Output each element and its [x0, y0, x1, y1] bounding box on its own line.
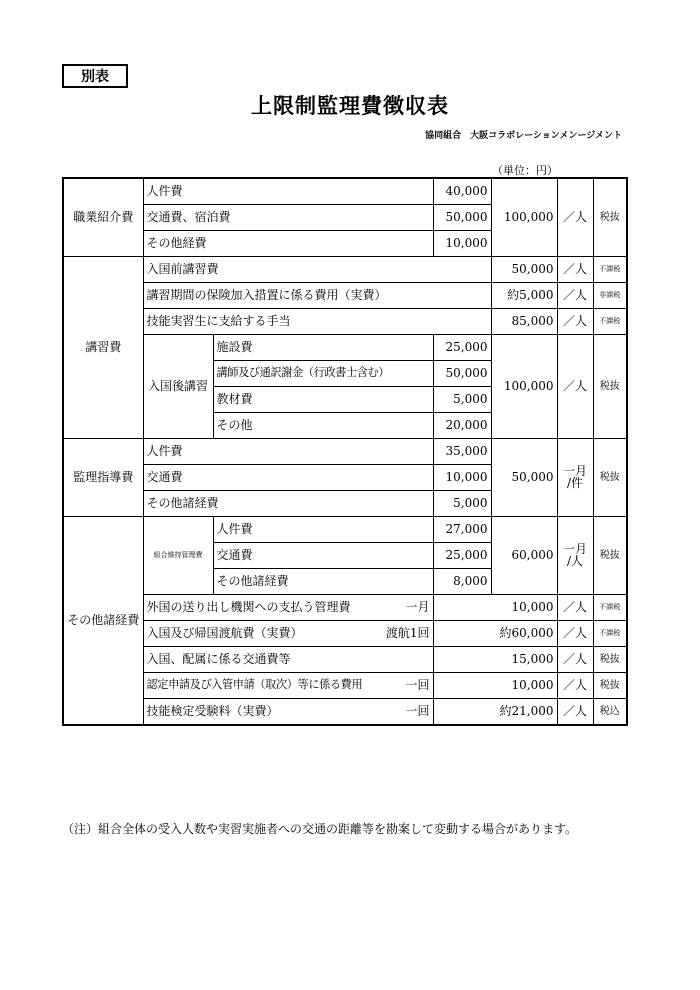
subgroup-label: 組合維持管理費	[143, 517, 213, 595]
item-amount: 約60,000	[433, 621, 557, 647]
footnote: （注）組合全体の受入人数や実習実施者への交通の距離等を勘案して変動する場合があります。	[62, 822, 578, 836]
tax-status: 税抜	[593, 517, 627, 595]
unit-cell: ／人	[557, 673, 593, 699]
item-amount: 10,000	[433, 595, 557, 621]
item-amount: 15,000	[433, 647, 557, 673]
unit-line: /件	[566, 476, 584, 491]
unit-label: （単位：円）	[492, 164, 558, 177]
item-name: 認定申請及び入管申請（取次）等に係る費用	[146, 678, 363, 692]
item-amount: 25,000	[433, 335, 491, 361]
table-row	[63, 517, 627, 543]
item-amount: 40,000	[433, 178, 491, 205]
tax-status: 税込	[593, 699, 627, 726]
section-label: 職業紹介費	[63, 178, 143, 257]
item-name: 外国の送り出し機関への支払う管理費	[146, 599, 351, 614]
table-row	[63, 647, 627, 673]
item-amount: 5,000	[433, 491, 491, 517]
tax-status: 不課税	[593, 621, 627, 647]
tax-status: 不課税	[593, 309, 627, 335]
item-name: 交通費	[143, 465, 433, 491]
subgroup-label: 入国後講習	[143, 335, 213, 439]
item-amount: 50,000	[433, 205, 491, 231]
item-amount: 27,000	[433, 517, 491, 543]
item-name: 教材費	[213, 387, 433, 413]
page-title: 上限制監理費徴収表	[251, 93, 449, 118]
item-name: その他経費	[143, 231, 433, 257]
unit-line: /人	[566, 554, 584, 569]
item-name: 講師及び通訳謝金（行政書士含む）	[213, 361, 433, 387]
item-name: その他諸経費	[213, 569, 433, 595]
item-name: 人件費	[143, 439, 433, 465]
item-name: 講習期間の保険加入措置に係る費用（実費）	[143, 283, 491, 309]
item-name: 入国前講習費	[143, 257, 491, 283]
unit-cell: ／人	[557, 621, 593, 647]
section-total: 60,000	[491, 517, 557, 595]
table-row	[63, 621, 627, 647]
fee-table	[62, 177, 628, 726]
item-name: その他諸経費	[143, 491, 433, 517]
table-row	[63, 699, 627, 726]
section-label: 講習費	[63, 257, 143, 439]
unit-line: 一月	[563, 463, 588, 478]
unit-cell: ／人	[557, 178, 593, 257]
unit-cell: ／人	[557, 647, 593, 673]
item-name: 技能検定受験料（実費）	[146, 703, 279, 718]
tax-status: 税抜	[593, 647, 627, 673]
item-name: 交通費、宿泊費	[143, 205, 433, 231]
unit-cell: ／人	[557, 283, 593, 309]
tax-status: 税抜	[593, 335, 627, 439]
item-amount: 35,000	[433, 439, 491, 465]
tax-status: 不課税	[593, 257, 627, 283]
table-row	[63, 283, 627, 309]
unit-cell: ／人	[557, 335, 593, 439]
item-amount: 8,000	[433, 569, 491, 595]
tax-status: 税抜	[593, 178, 627, 257]
tax-status: 非課税	[593, 283, 627, 309]
unit-cell: ／人	[557, 699, 593, 726]
item-name: 技能実習生に支給する手当	[143, 309, 491, 335]
item-frequency: 一回	[405, 703, 430, 718]
item-amount: 25,000	[433, 543, 491, 569]
table-row	[63, 595, 627, 621]
organization-name: 協同組合 大阪コラボレーションメンージメント	[425, 131, 622, 141]
table-row	[63, 178, 627, 205]
item-name: 施設費	[213, 335, 433, 361]
table-row	[63, 673, 627, 699]
tax-status: 不課税	[593, 595, 627, 621]
section-total: 100,000	[491, 178, 557, 257]
unit-cell	[557, 439, 593, 517]
item-amount: 10,000	[433, 231, 491, 257]
item-name: その他	[213, 413, 433, 439]
unit-cell	[557, 517, 593, 595]
item-amount: 約21,000	[433, 699, 557, 726]
item-name: 入国及び帰国渡航費（実費）	[146, 625, 303, 640]
item-amount: 20,000	[433, 413, 491, 439]
item-amount: 10,000	[433, 673, 557, 699]
table-row	[63, 439, 627, 465]
section-total: 100,000	[491, 335, 557, 439]
item-amount: 10,000	[433, 465, 491, 491]
item-name: 入国、配属に係る交通費等	[146, 651, 291, 666]
item-amount: 85,000	[491, 309, 557, 335]
item-name: 人件費	[143, 178, 433, 205]
section-label: 監理指導費	[63, 439, 143, 517]
section-label: その他諸経費	[63, 517, 143, 726]
appendix-tag: 別表	[62, 64, 128, 88]
unit-cell: ／人	[557, 309, 593, 335]
item-frequency: 一回	[405, 677, 430, 692]
unit-cell: ／人	[557, 595, 593, 621]
item-amount: 約5,000	[491, 283, 557, 309]
item-amount: 5,000	[433, 387, 491, 413]
table-row	[63, 335, 627, 361]
item-frequency: 渡航1回	[385, 625, 430, 640]
unit-cell: ／人	[557, 257, 593, 283]
tax-status: 税抜	[593, 673, 627, 699]
item-amount: 50,000	[491, 257, 557, 283]
item-frequency: 一月	[405, 599, 430, 614]
item-amount: 50,000	[433, 361, 491, 387]
item-name: 交通費	[213, 543, 433, 569]
table-row	[63, 309, 627, 335]
section-total: 50,000	[491, 439, 557, 517]
tax-status: 税抜	[593, 439, 627, 517]
unit-line: 一月	[563, 541, 588, 556]
table-row	[63, 257, 627, 283]
item-name: 人件費	[213, 517, 433, 543]
